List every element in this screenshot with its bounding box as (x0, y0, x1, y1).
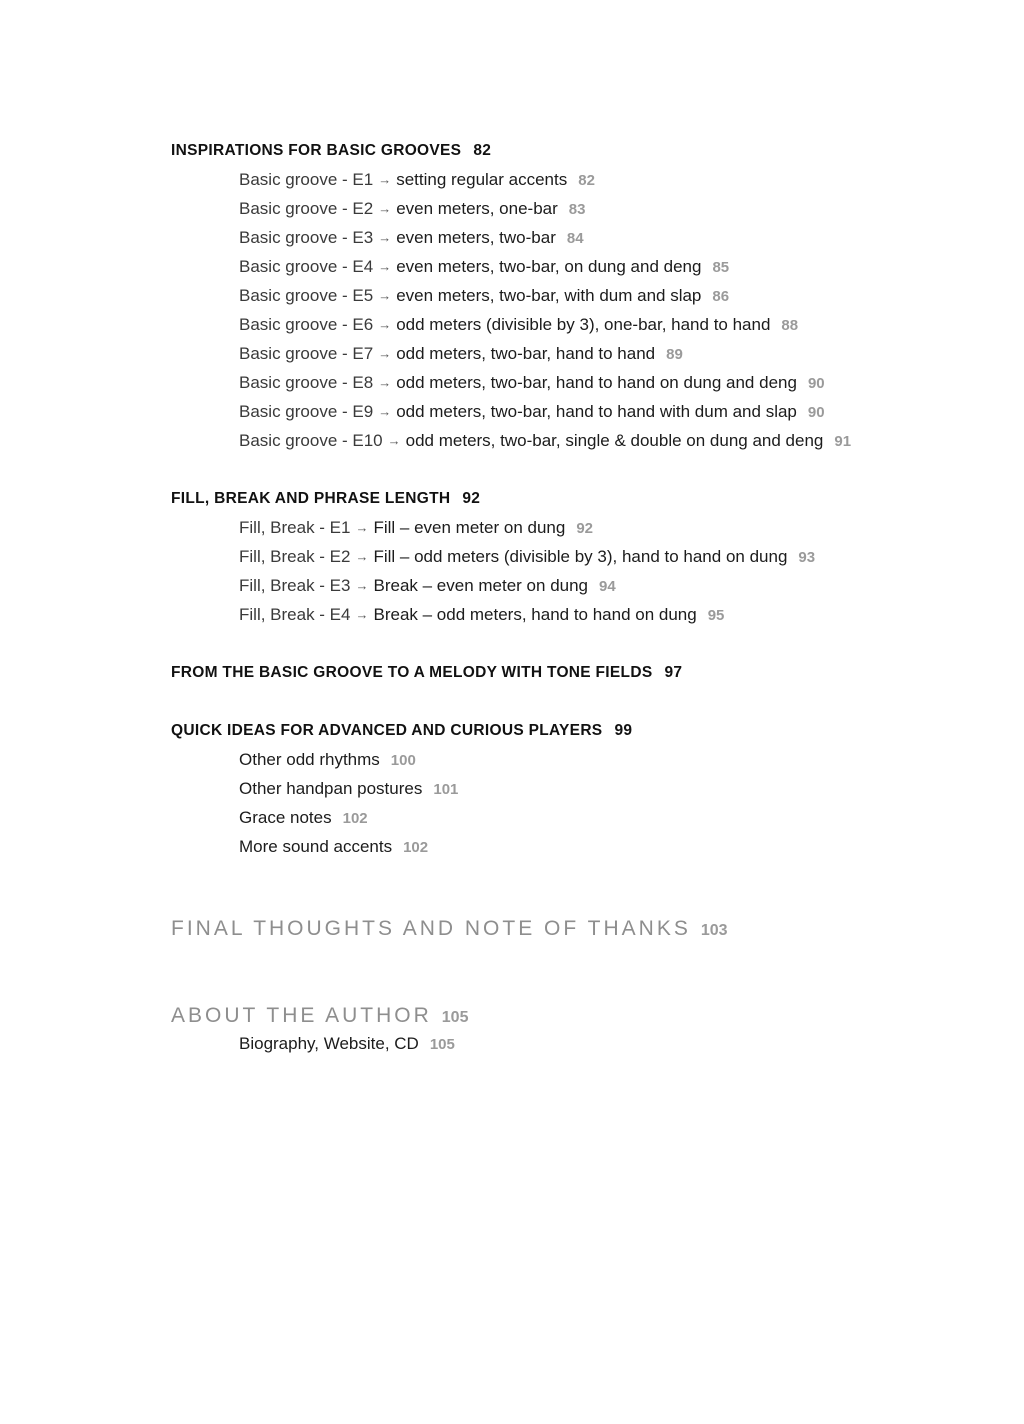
page-number: 105 (429, 1036, 455, 1053)
entry-text: odd meters (divisible by 3), one-bar, hand to hand (396, 315, 771, 334)
entry-prefix: Basic groove - E2 (239, 199, 374, 218)
page-number: 102 (403, 839, 429, 856)
page-number: 93 (798, 549, 816, 566)
entry-text: setting regular accents (396, 170, 568, 189)
page-number: 92 (462, 490, 481, 507)
entry-text: Break – even meter on dung (373, 576, 589, 595)
page-number: 84 (566, 230, 584, 247)
toc-part-heading[interactable] (171, 916, 971, 945)
toc-entry[interactable] (171, 603, 971, 632)
arrow-icon: → (378, 317, 392, 332)
page-number: 91 (834, 433, 852, 450)
page-number: 92 (576, 520, 594, 537)
entry-text: Fill – odd meters (divisible by 3), hand to hand on dung (373, 547, 788, 566)
arrow-icon: → (378, 172, 392, 187)
entry-prefix: Basic groove - E3 (239, 228, 374, 247)
entry-text: Biography, Website, CD (239, 1034, 419, 1053)
arrow-icon: → (355, 520, 369, 535)
toc-entry[interactable] (171, 197, 971, 226)
page-number: 101 (433, 781, 459, 798)
chapter-title: FROM THE BASIC GROOVE TO A MELODY WITH TONE FIELDS (171, 664, 653, 681)
entry-prefix: Basic groove - E10 (239, 431, 383, 450)
entry-text: even meters, two-bar, with dum and slap (396, 286, 702, 305)
entry-text: Fill – even meter on dung (373, 518, 566, 537)
toc-part-heading[interactable] (171, 1003, 971, 1032)
arrow-icon: → (378, 404, 392, 419)
toc-entry[interactable] (171, 1032, 971, 1061)
toc-part-about-author (171, 1003, 971, 1061)
page-number: 102 (342, 810, 368, 827)
toc-entry[interactable] (171, 806, 971, 835)
page-number: 94 (599, 578, 616, 595)
entry-text: odd meters, two-bar, hand to hand (396, 344, 656, 363)
entry-prefix: Basic groove - E4 (239, 257, 374, 276)
toc-entry[interactable] (171, 371, 971, 400)
entry-prefix: Basic groove - E9 (239, 402, 374, 421)
toc-section-basic-grooves (171, 139, 971, 458)
toc-section-fill-break (171, 487, 971, 632)
page-number: 103 (700, 922, 728, 939)
entry-text: Break – odd meters, hand to hand on dung (373, 605, 697, 624)
page-number: 85 (712, 259, 730, 276)
toc-entry[interactable] (171, 835, 971, 864)
arrow-icon: → (378, 230, 392, 245)
page-number: 88 (781, 317, 799, 334)
toc-entry[interactable] (171, 574, 971, 603)
arrow-icon: → (378, 375, 392, 390)
toc-entry[interactable] (171, 284, 971, 313)
page-number: 90 (807, 375, 825, 392)
page-number: 82 (578, 172, 595, 189)
arrow-icon: → (378, 288, 392, 303)
toc-section-melody (171, 661, 971, 690)
entry-text: Grace notes (239, 808, 332, 827)
entry-text: odd meters, two-bar, single & double on dung and deng (405, 431, 824, 450)
entry-prefix: Basic groove - E5 (239, 286, 374, 305)
toc-chapter-heading[interactable] (171, 487, 971, 516)
page-number: 100 (390, 752, 416, 769)
arrow-icon: → (355, 549, 369, 564)
toc-chapter-heading[interactable] (171, 661, 971, 690)
chapter-title: QUICK IDEAS FOR ADVANCED AND CURIOUS PLAYERS (171, 722, 603, 739)
toc-entry[interactable] (171, 429, 971, 458)
toc-part-final-thoughts (171, 916, 971, 945)
toc-entry[interactable] (171, 168, 971, 197)
page-number: 89 (666, 346, 683, 363)
arrow-icon: → (387, 433, 401, 448)
entry-text: even meters, two-bar (396, 228, 556, 247)
arrow-icon: → (355, 578, 369, 593)
entry-prefix: Fill, Break - E2 (239, 547, 351, 566)
entry-prefix: Basic groove - E7 (239, 344, 374, 363)
page-number: 97 (664, 664, 683, 681)
toc-entry[interactable] (171, 226, 971, 255)
toc-entry[interactable] (171, 342, 971, 371)
arrow-icon: → (378, 259, 392, 274)
part-title: FINAL THOUGHTS AND NOTE OF THANKS (171, 917, 691, 940)
toc-entry[interactable] (171, 545, 971, 574)
chapter-title: FILL, BREAK AND PHRASE LENGTH (171, 490, 451, 507)
entry-text: Other handpan postures (239, 779, 423, 798)
entry-prefix: Basic groove - E1 (239, 170, 374, 189)
toc-section-quick-ideas (171, 719, 971, 864)
toc-entry[interactable] (171, 516, 971, 545)
arrow-icon: → (378, 201, 392, 216)
page-number: 95 (707, 607, 725, 624)
entry-text: even meters, one-bar (396, 199, 558, 218)
part-title: ABOUT THE AUTHOR (171, 1004, 432, 1027)
entry-prefix: Fill, Break - E1 (239, 518, 351, 537)
toc-entry[interactable] (171, 255, 971, 284)
page-number: 83 (568, 201, 586, 218)
entry-prefix: Fill, Break - E3 (239, 576, 351, 595)
toc-entry[interactable] (171, 400, 971, 429)
entry-text: Other odd rhythms (239, 750, 380, 769)
toc-chapter-heading[interactable] (171, 139, 971, 168)
arrow-icon: → (355, 607, 369, 622)
table-of-contents (171, 139, 971, 1061)
page-number: 105 (441, 1009, 469, 1026)
page-number: 86 (712, 288, 730, 305)
page-number: 99 (614, 722, 633, 739)
page-number: 90 (807, 404, 825, 421)
entry-prefix: Fill, Break - E4 (239, 605, 351, 624)
entry-prefix: Basic groove - E6 (239, 315, 374, 334)
arrow-icon: → (378, 346, 392, 361)
toc-entry[interactable] (171, 777, 971, 806)
toc-entry[interactable] (171, 748, 971, 777)
toc-chapter-heading[interactable] (171, 719, 971, 748)
entry-text: odd meters, two-bar, hand to hand on dung and deng (396, 373, 797, 392)
page-number: 82 (473, 142, 492, 159)
entry-text: More sound accents (239, 837, 393, 856)
chapter-title: INSPIRATIONS FOR BASIC GROOVES (171, 142, 462, 159)
entry-prefix: Basic groove - E8 (239, 373, 374, 392)
entry-text: odd meters, two-bar, hand to hand with dum and slap (396, 402, 797, 421)
entry-text: even meters, two-bar, on dung and deng (396, 257, 702, 276)
toc-entry[interactable] (171, 313, 971, 342)
